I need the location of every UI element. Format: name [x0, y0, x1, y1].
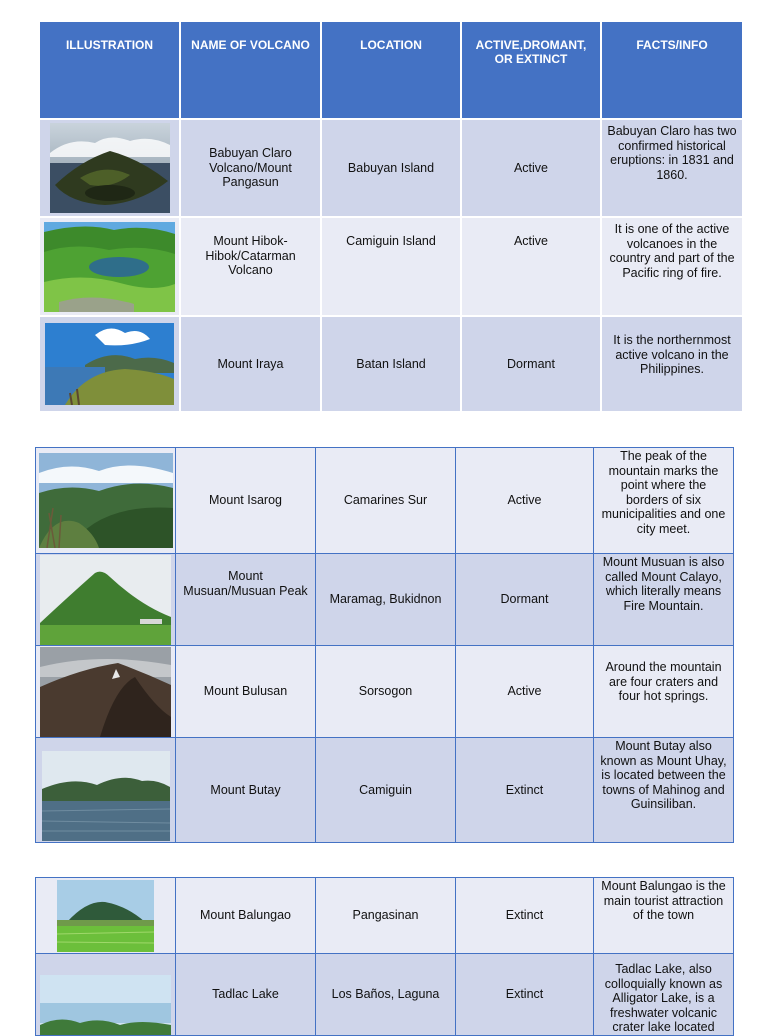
illustration-cell [39, 217, 180, 316]
volcano-island-photo [50, 123, 170, 213]
table-row [39, 217, 743, 316]
volcano-location: Camiguin [316, 738, 456, 843]
illustration-cell [36, 554, 176, 646]
header-location: LOCATION [321, 21, 461, 119]
volcano-table-2 [35, 447, 734, 843]
volcano-location: Babuyan Island [321, 119, 461, 217]
header-illustration: ILLUSTRATION [39, 21, 180, 119]
volcano-facts: Around the mountain are four craters and four hot springs. [594, 646, 734, 738]
volcano-name: Tadlac Lake [176, 954, 316, 1036]
volcano-status: Extinct [456, 954, 594, 1036]
volcano-location: Los Baños, Laguna [316, 954, 456, 1036]
header-status: ACTIVE,DROMANT, OR EXTINCT [461, 21, 601, 119]
illustration-cell [39, 119, 180, 217]
volcano-name: Babuyan Claro Volcano/Mount Pangasun [180, 119, 321, 217]
volcano-facts: The peak of the mountain marks the point where the borders of six municipalities and one city meet. [594, 448, 734, 554]
illustration-cell [36, 878, 176, 954]
volcano-location: Maramag, Bukidnon [316, 554, 456, 646]
volcano-location: Sorsogon [316, 646, 456, 738]
table-row [36, 448, 734, 554]
volcano-name: Mount Musuan/Musuan Peak [176, 554, 316, 646]
green-cone-photo [40, 555, 171, 645]
table-row [36, 554, 734, 646]
volcano-location: Batan Island [321, 316, 461, 412]
illustration-cell [36, 448, 176, 554]
volcano-name: Mount Balungao [176, 878, 316, 954]
volcano-name: Mount Hibok-Hibok/Catarman Volcano [180, 217, 321, 316]
volcano-status: Extinct [456, 878, 594, 954]
mountain-valley-photo [39, 453, 173, 548]
illustration-cell [36, 954, 176, 1036]
table-row [39, 119, 743, 217]
header-facts: FACTS/INFO [601, 21, 743, 119]
volcano-facts: Mount Butay also known as Mount Uhay, is located between the towns of Mahinog and Guinsiliban. [594, 738, 734, 843]
volcano-name: Mount Iraya [180, 316, 321, 412]
volcano-facts: Babuyan Claro has two confirmed historical eruptions: in 1831 and 1860. [601, 119, 743, 217]
volcano-location: Pangasinan [316, 878, 456, 954]
lake-photo [40, 975, 171, 1035]
table-row [36, 646, 734, 738]
volcano-table-1 [38, 20, 744, 413]
volcano-status: Active [461, 217, 601, 316]
table-row [36, 954, 734, 1036]
volcano-name: Mount Bulusan [176, 646, 316, 738]
sea-island-photo [42, 751, 170, 841]
volcano-location: Camiguin Island [321, 217, 461, 316]
volcano-facts: It is one of the active volcanoes in the country and part of the Pacific ring of fire. [601, 217, 743, 316]
coastal-hills-photo [45, 323, 174, 405]
volcano-status: Dormant [461, 316, 601, 412]
volcano-facts: Tadlac Lake, also colloquially known as Alligator Lake, is a freshwater volcanic crater lake located [594, 954, 734, 1036]
header-name: NAME OF VOLCANO [180, 21, 321, 119]
illustration-cell [36, 646, 176, 738]
volcano-facts: Mount Musuan is also called Mount Calayo, which literally means Fire Mountain. [594, 554, 734, 646]
table-row [36, 878, 734, 954]
volcano-name: Mount Butay [176, 738, 316, 843]
volcano-location: Camarines Sur [316, 448, 456, 554]
dark-peak-photo [40, 647, 171, 737]
table-row [36, 738, 734, 843]
rice-field-hill-photo [57, 880, 154, 952]
volcano-status: Extinct [456, 738, 594, 843]
volcano-facts: Mount Balungao is the main tourist attraction of the town [594, 878, 734, 954]
table-header-row [39, 21, 743, 119]
volcano-status: Active [461, 119, 601, 217]
illustration-cell [36, 738, 176, 843]
volcano-name: Mount Isarog [176, 448, 316, 554]
table-row [39, 316, 743, 412]
green-crater-photo [44, 222, 175, 312]
volcano-status: Active [456, 448, 594, 554]
illustration-cell [39, 316, 180, 412]
volcano-table-3 [35, 877, 734, 1036]
volcano-status: Active [456, 646, 594, 738]
volcano-status: Dormant [456, 554, 594, 646]
volcano-facts: It is the northernmost active volcano in the Philippines. [601, 316, 743, 412]
